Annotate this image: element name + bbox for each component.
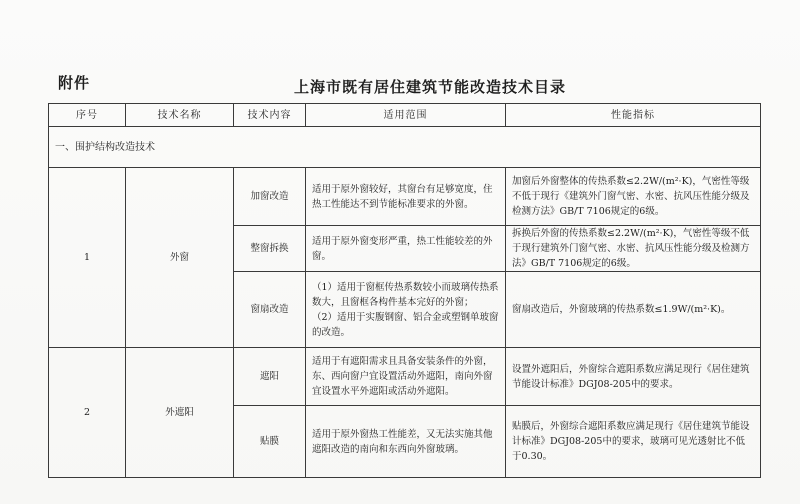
column-header-scope: 适用范围 xyxy=(306,104,506,127)
column-header-tech-name: 技术名称 xyxy=(126,104,234,127)
tech-content: 加窗改造 xyxy=(234,168,306,226)
row-number: 2 xyxy=(49,348,126,478)
column-header-performance: 性能指标 xyxy=(506,104,761,127)
performance-cell: 设置外遮阳后，外窗综合遮阳系数应满足现行《居住建筑节能设计标准》DGJ08-205中的要求。 xyxy=(506,348,761,406)
section-row xyxy=(49,127,761,168)
tech-name: 外窗 xyxy=(126,168,234,348)
table-row xyxy=(49,168,761,226)
performance-cell: 贴膜后，外窗综合遮阳系数应满足现行《居住建筑节能设计标准》DGJ08-205中的要求，玻璃可见光透射比不低于0.30。 xyxy=(506,406,761,478)
table-header-row xyxy=(49,104,761,127)
scope-line: （1）适用于窗框传热系数较小而玻璃传热系数大，且窗框各构件基本完好的外窗； xyxy=(312,281,499,308)
table-row xyxy=(49,348,761,406)
scope-cell: 适用于原外窗较好，其窗台有足够宽度，住热工性能达不到节能标准要求的外窗。 xyxy=(306,168,506,226)
performance-cell: 拆换后外窗的传热系数≤2.2W/(m²·K)，气密性等级不低于现行建筑外门窗气密、水密、抗风压性能分级及检测方法》GB/T 7106规定的6级。 xyxy=(506,226,761,272)
performance-cell: 加窗后外窗整体的传热系数≤2.2W/(m²·K)，气密性等级不低于现行《建筑外门窗气密、水密、抗风压性能分级及检测方法》GB/T 7106规定的6级。 xyxy=(506,168,761,226)
attachment-label: 附件 xyxy=(58,74,91,92)
column-header-tech-content: 技术内容 xyxy=(234,104,306,127)
technology-catalog-table xyxy=(48,103,761,478)
tech-name: 外遮阳 xyxy=(126,348,234,478)
tech-content: 贴膜 xyxy=(234,406,306,478)
scope-cell xyxy=(306,272,506,348)
scope-cell: 适用于原外窗热工性能差，又无法实施其他遮阳改造的南向和东西向外窗玻璃。 xyxy=(306,406,506,478)
scope-cell: 适用于有遮阳需求且具备安装条件的外窗，东、西向窗户宜设置活动外遮阳，南向外窗宜设置水平外遮阳或活动外遮阳。 xyxy=(306,348,506,406)
column-header-no: 序号 xyxy=(49,104,126,127)
section-label: 一、围护结构改造技术 xyxy=(49,127,761,168)
scope-line: （2）适用于实腹钢窗、铝合金或塑钢单玻窗的改造。 xyxy=(312,311,499,338)
scope-cell: 适用于原外窗变形严重，热工性能较差的外窗。 xyxy=(306,226,506,272)
tech-content: 整窗拆换 xyxy=(234,226,306,272)
row-number: 1 xyxy=(49,168,126,348)
document-title: 上海市既有居住建筑节能改造技术目录 xyxy=(293,78,566,96)
performance-cell: 窗扇改造后，外窗玻璃的传热系数≤1.9W/(m²·K)。 xyxy=(506,272,761,348)
tech-content: 遮阳 xyxy=(234,348,306,406)
tech-content: 窗扇改造 xyxy=(234,272,306,348)
